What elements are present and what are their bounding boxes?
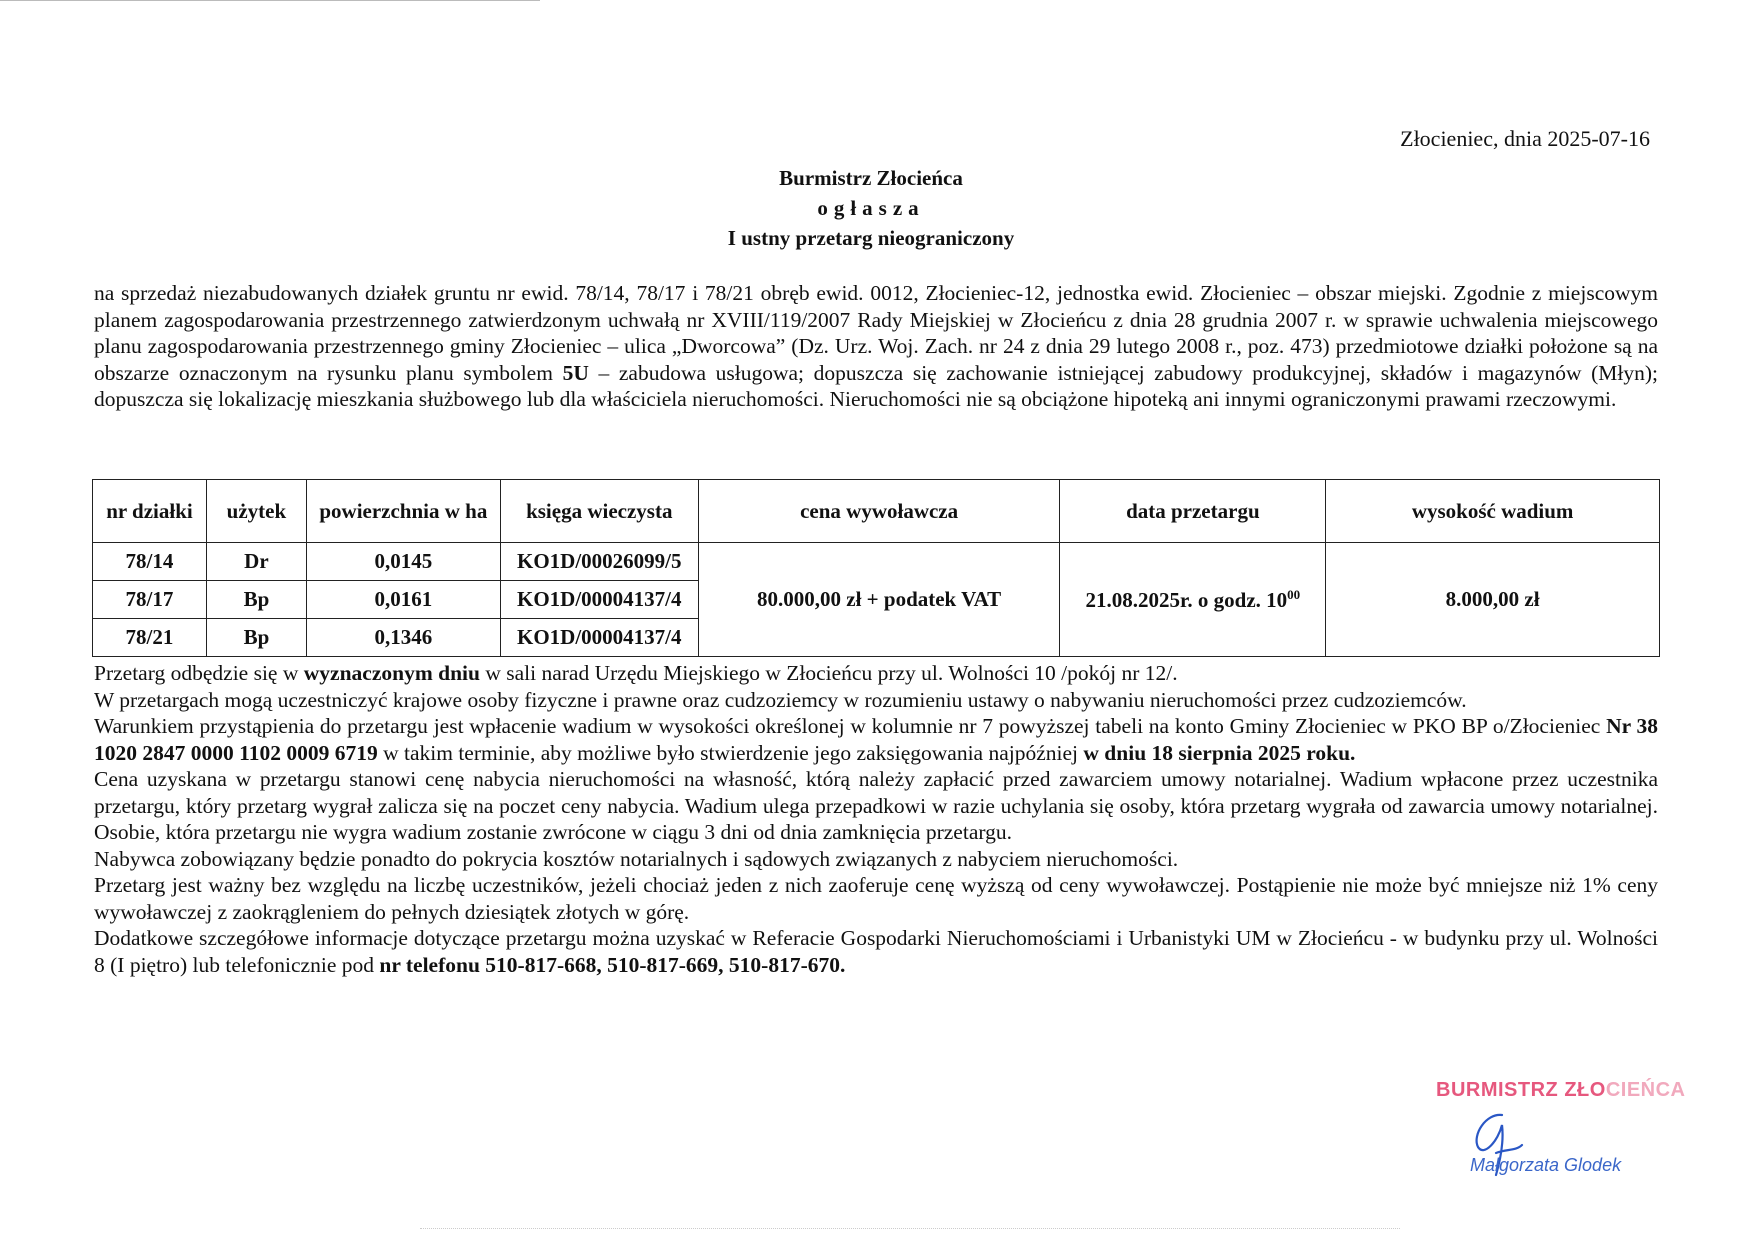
- land-use: Bp: [206, 619, 306, 657]
- table-header-row: [93, 480, 1660, 543]
- intro-paragraph: [94, 280, 1658, 413]
- deposit-amount: 8.000,00 zł: [1326, 543, 1660, 657]
- venue-paragraph: [94, 660, 1658, 687]
- price-paragraph: Cena uzyskana w przetargu stanowi cenę nabycia nieruchomości na własność, którą należy zapłacić przed zawarciem umowy notarialnej. Wadium wpłacone przez uczestnika przetargu, który przetarg wygrał zalicza się na poczet ceny nabycia. Wadium ulega przepadkowi w razie uchylania się osoby, która przetarg wygrała od zawarcia umowy notarialnej. Osobie, która przetargu nie wygra wadium zostanie zwrócone w ciągu 3 dni od dnia zamknięcia przetargu.: [94, 767, 1658, 844]
- header-land-register: księga wieczysta: [500, 480, 698, 543]
- plot-area: 0,0161: [306, 581, 500, 619]
- plot-number: 78/17: [93, 581, 207, 619]
- stamp-title-clear: BURMISTRZ ZŁO: [1436, 1079, 1606, 1101]
- contact-text-a: Dodatkowe szczegółowe informacje dotyczące przetargu można uzyskać w Referacie Gospodarki Nieruchomościami i Urbanistyki UM w Złocieńcu - w budynku przy ul. Wolności 8 (I piętro) lub telefonicznie pod: [94, 926, 1658, 977]
- land-register: KO1D/00026099/5: [500, 543, 698, 581]
- plots-table: [92, 479, 1660, 657]
- scan-bottom-mark: [420, 1228, 1400, 1229]
- table-row: [93, 543, 1660, 581]
- stamp-name: Małgorzata Glodek: [1470, 1155, 1622, 1175]
- zoning-symbol: 5U: [562, 360, 589, 385]
- plot-number: 78/21: [93, 619, 207, 657]
- announces-heading: ogłasza: [817, 196, 925, 220]
- deposit-paragraph: [94, 713, 1658, 766]
- auction-title: I ustny przetarg nieograniczony: [727, 226, 1015, 250]
- deposit-text-a: Warunkiem przystąpienia do przetargu jest wpłacenie wadium w wysokości określonej w kolumnie nr 7 powyższej tabeli na konto Gminy Złocieniec w PKO BP o/Złocieniec: [94, 714, 1607, 738]
- bank-account-number: Nr 38 1020 2847 0000 1102 0009 6719: [94, 714, 1659, 765]
- validity-paragraph: Przetarg jest ważny bez względu na liczbę uczestników, jeżeli chociaż jeden z nich zaoferuje cenę wyższą od ceny wywoławczej. Postąpienie nie może być mniejsze niż 1% ceny wywoławczej z zaokrągleniem do pełnych dziesiątek złotych w górę.: [94, 873, 1658, 924]
- intro-text-end: – zabudowa usługowa; dopuszcza się zachowanie istniejącej zabudowy produkcyjnej, składów i magazynów (Młyn); dopuszcza się lokalizację mieszkania służbowego lub dla właściciela nieruchomości. Nieruchomości nie są obciążone hipoteką ani innymi ograniczonymi prawami rzeczowymi.: [94, 360, 1658, 411]
- plot-area: 0,0145: [306, 543, 500, 581]
- land-register: KO1D/00004137/4: [500, 619, 698, 657]
- header-starting-price: cena wywoławcza: [698, 480, 1060, 543]
- intro-text-start: na sprzedaż niezabudowanych działek gruntu nr ewid. 78/14, 78/17 i 78/21 obręb ewid. 0012, Złocieniec-12, jednostka ewid. Złocieniec – obszar miejski. Zgodnie z miejscowym planem zagospodarowania przestrzennego zatwierdzonym uchwałą nr XVIII/119/2007 Rady Miejskiej w Złocieńcu z dnia 28 grudnia 2007 r. w sprawie uchwalenia miejscowego planu zagospodarowania przestrzennego gminy Złocieniec – ulica „Dworcowa” (Dz. Urz. Woj. Zach. nr 24 z dnia 29 lutego 2008 r., poz. 473) przedmiotowe działki położone są na obszarze oznaczonym na rysunku planu symbolem: [94, 281, 1658, 385]
- deposit-text-c: w takim terminie, aby możliwe było stwierdzenie jego zaksięgowania najpóźniej: [377, 740, 1084, 765]
- header-plot-number: nr działki: [93, 480, 207, 543]
- mayor-stamp: [1436, 1079, 1686, 1189]
- venue-text-bold: wyznaczonym dniu: [303, 661, 480, 685]
- header-deposit: wysokość wadium: [1326, 480, 1660, 543]
- place-date: Złocieniec, dnia 2025-07-16: [1400, 126, 1650, 151]
- participants-paragraph: W przetargach mogą uczestniczyć krajowe osoby fizyczne i prawne oraz cudzoziemcy w rozumieniu ustawy o nabywaniu nieruchomości przez cudzoziemców.: [94, 687, 1467, 712]
- land-register: KO1D/00004137/4: [500, 581, 698, 619]
- land-use: Dr: [206, 543, 306, 581]
- header-land-use: użytek: [206, 480, 306, 543]
- starting-price: 80.000,00 zł + podatek VAT: [698, 543, 1060, 657]
- auction-hour-minutes: 00: [1287, 586, 1301, 602]
- header-area: powierzchnia w ha: [306, 480, 500, 543]
- contact-paragraph: [94, 925, 1658, 978]
- phone-numbers: nr telefonu 510-817-668, 510-817-669, 510-817-670.: [379, 952, 846, 977]
- venue-text-c: w sali narad Urzędu Miejskiego w Złocieńcu przy ul. Wolności 10 /pokój nr 12/.: [479, 661, 1178, 685]
- stamp-title: [1436, 1079, 1685, 1102]
- costs-paragraph: Nabywca zobowiązany będzie ponadto do pokrycia kosztów notarialnych i sądowych związanych z nabyciem nieruchomości.: [94, 846, 1179, 871]
- land-use: Bp: [206, 581, 306, 619]
- auction-date: [1060, 543, 1326, 657]
- authority-heading: Burmistrz Złocieńca: [779, 166, 963, 190]
- venue-text-a: Przetarg odbędzie się w: [94, 661, 304, 685]
- plot-number: 78/14: [93, 543, 207, 581]
- scan-edge-line: [0, 0, 540, 1]
- stamp-title-faded: CIEŃCA: [1605, 1079, 1686, 1101]
- conditions-section: [94, 660, 1658, 978]
- deposit-deadline: w dniu 18 sierpnia 2025 roku.: [1083, 740, 1356, 765]
- header-auction-date: data przetargu: [1060, 480, 1326, 543]
- plot-area: 0,1346: [306, 619, 500, 657]
- auction-date-text: 21.08.2025r. o godz. 10: [1085, 587, 1288, 612]
